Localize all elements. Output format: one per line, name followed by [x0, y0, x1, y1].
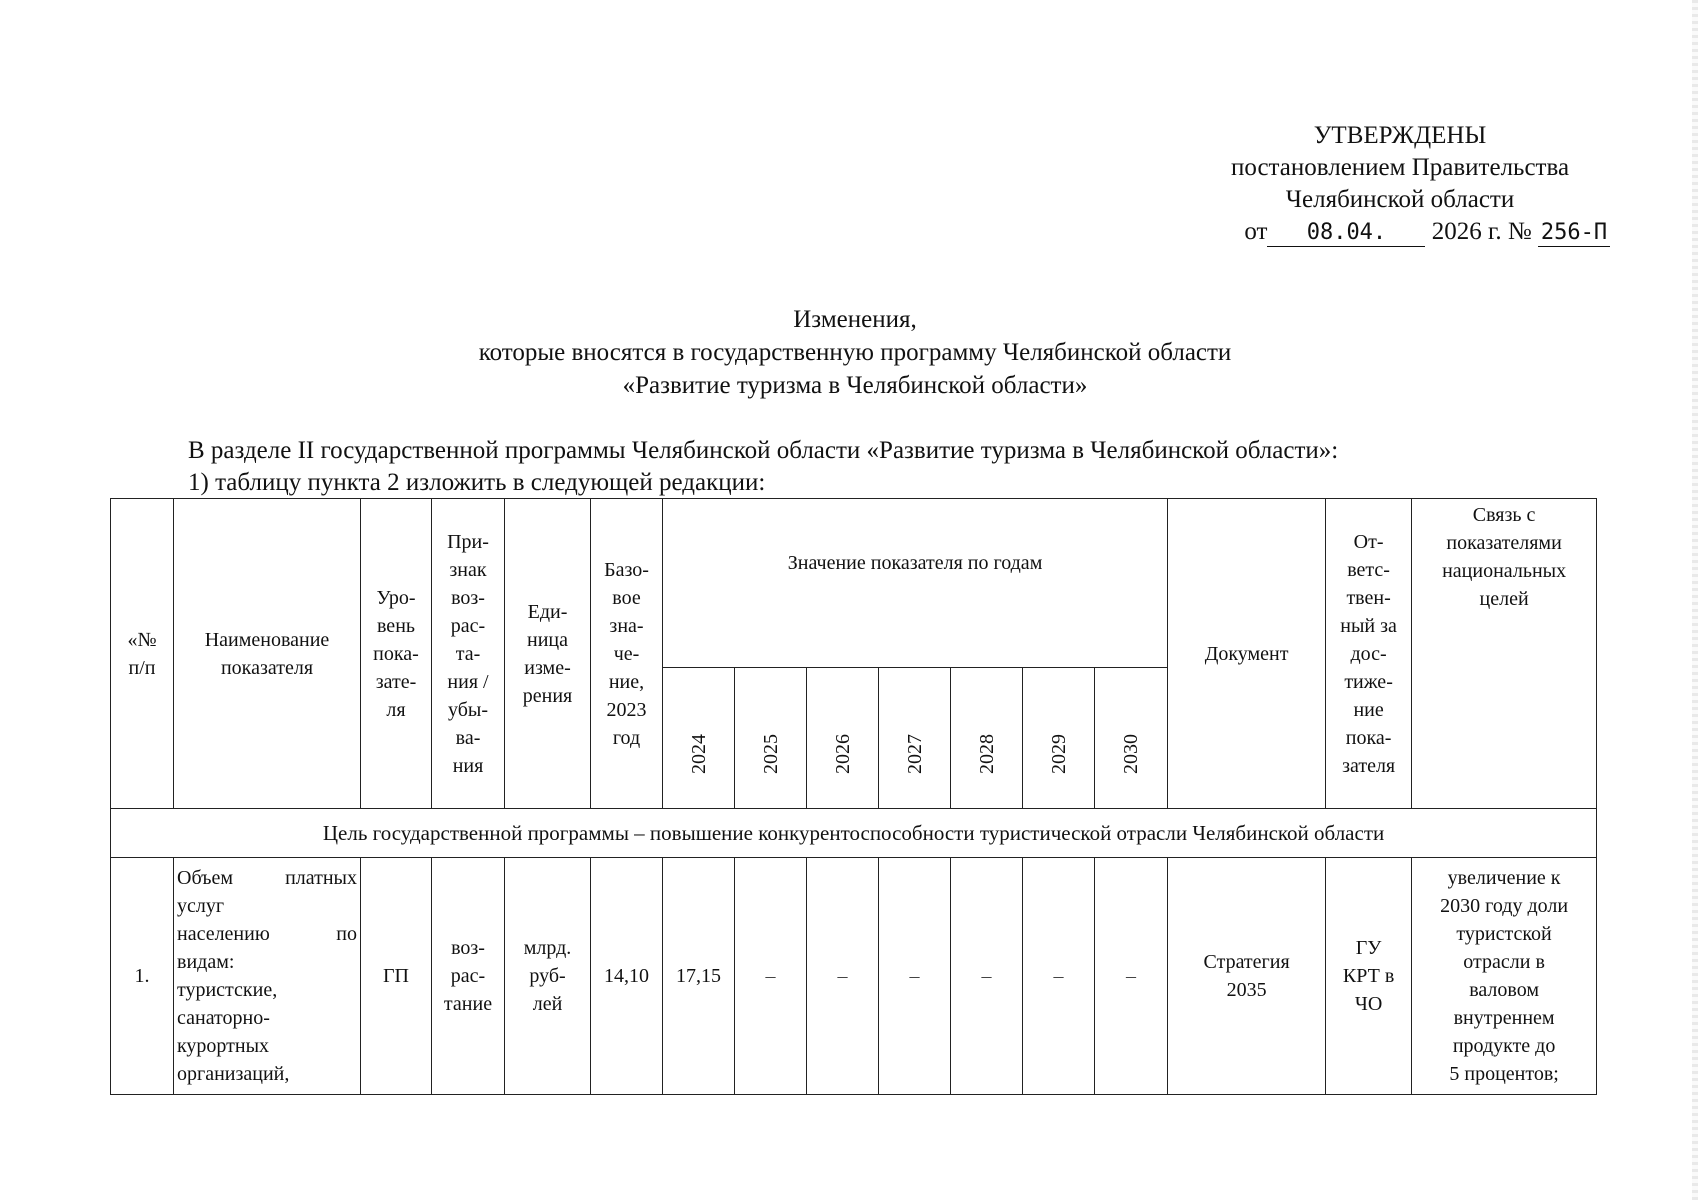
header-base: Базо- вое зна- че- ние, 2023 год — [591, 499, 663, 809]
cell-link: увеличение к 2030 году доли туристской отрасли в валовом внутреннем продукте до 5 процентов; — [1412, 858, 1597, 1095]
approval-date-line — [1180, 216, 1610, 248]
header-responsible: От- ветс- твен- ный за дос- тиже- ние пока- зателя — [1326, 499, 1412, 809]
header-row — [111, 499, 1597, 668]
cell-value-2028: – — [951, 858, 1023, 1095]
cell-level: ГП — [361, 858, 432, 1095]
name-line: услуг — [177, 895, 225, 917]
intro-text — [188, 435, 1568, 499]
header-unit: Еди- ница изме- рения — [505, 499, 591, 809]
title-line-1: Изменения, — [793, 306, 917, 333]
year-label: 2024 — [687, 734, 710, 774]
cell-base: 14,10 — [591, 858, 663, 1095]
header-link: Связь с показателями национальных целей — [1412, 499, 1597, 809]
year-2030 — [1095, 668, 1168, 809]
date-field: 08.04. — [1267, 220, 1425, 247]
year-2028 — [951, 668, 1023, 809]
date-prefix: от — [1244, 218, 1268, 245]
year-2029 — [1023, 668, 1095, 809]
cell-document: Стратегия 2035 — [1168, 858, 1326, 1095]
cell-value-2030: – — [1095, 858, 1168, 1095]
name-line — [177, 920, 357, 948]
document-title — [300, 303, 1410, 402]
number-field: 256-П — [1538, 220, 1610, 247]
header-num: «№ п/п — [111, 499, 174, 809]
year-label: 2028 — [975, 734, 998, 774]
cell-responsible: ГУ КРТ в ЧО — [1326, 858, 1412, 1095]
year-2024 — [663, 668, 735, 809]
name-word: населению — [177, 923, 270, 945]
year-label: 2030 — [1120, 734, 1143, 774]
header-document: Документ — [1168, 499, 1326, 809]
year-label: 2026 — [831, 734, 854, 774]
year-text: 2026 г. № — [1431, 218, 1532, 245]
approval-heading: УТВЕРЖДЕНЫ — [1313, 122, 1487, 149]
scan-edge — [1692, 0, 1698, 1200]
year-2025 — [735, 668, 807, 809]
indicators-table — [110, 498, 1597, 1095]
header-name: Наименование показателя — [174, 499, 361, 809]
year-label: 2025 — [759, 734, 782, 774]
approval-block — [1180, 120, 1620, 248]
intro-line-1: В разделе II государственной программы Челябинской области «Развитие туризма в Челябинской области»: — [188, 437, 1339, 464]
title-line-3: «Развитие туризма в Челябинской области» — [622, 372, 1088, 399]
header-years-group: Значение показателя по годам — [663, 499, 1168, 668]
cell-sign: воз- рас- тание — [432, 858, 505, 1095]
year-label: 2027 — [903, 734, 926, 774]
cell-num: 1. — [111, 858, 174, 1095]
header-sign: При- знак воз- рас- та- ния / убы- ва- ния — [432, 499, 505, 809]
cell-value-2026: – — [807, 858, 879, 1095]
name-rest: видам: туристские, санаторно- курортных организаций, — [177, 951, 290, 1085]
approval-line-1: постановлением Правительства — [1230, 154, 1570, 181]
name-word: платных — [285, 867, 357, 889]
title-line-2: которые вносятся в государственную программу Челябинской области — [478, 339, 1232, 366]
goal-cell: Цель государственной программы – повышение конкурентоспособности туристической отрасли Челябинской области — [111, 809, 1597, 858]
cell-value-2029: – — [1023, 858, 1095, 1095]
year-label: 2029 — [1047, 734, 1070, 774]
goal-row — [111, 809, 1597, 858]
approval-line-2: Челябинской области — [1285, 186, 1515, 213]
cell-value-2025: – — [735, 858, 807, 1095]
cell-value-2027: – — [879, 858, 951, 1095]
header-level: Уро- вень пока- зате- ля — [361, 499, 432, 809]
intro-line-2: 1) таблицу пункта 2 изложить в следующей редакции: — [188, 469, 766, 496]
cell-unit: млрд. руб- лей — [505, 858, 591, 1095]
name-word: по — [336, 923, 357, 945]
name-word: Объем — [177, 867, 233, 889]
cell-name — [174, 858, 361, 1095]
cell-value-2024: 17,15 — [663, 858, 735, 1095]
table-row — [111, 858, 1597, 1095]
year-2026 — [807, 668, 879, 809]
name-line — [177, 864, 357, 892]
year-2027 — [879, 668, 951, 809]
